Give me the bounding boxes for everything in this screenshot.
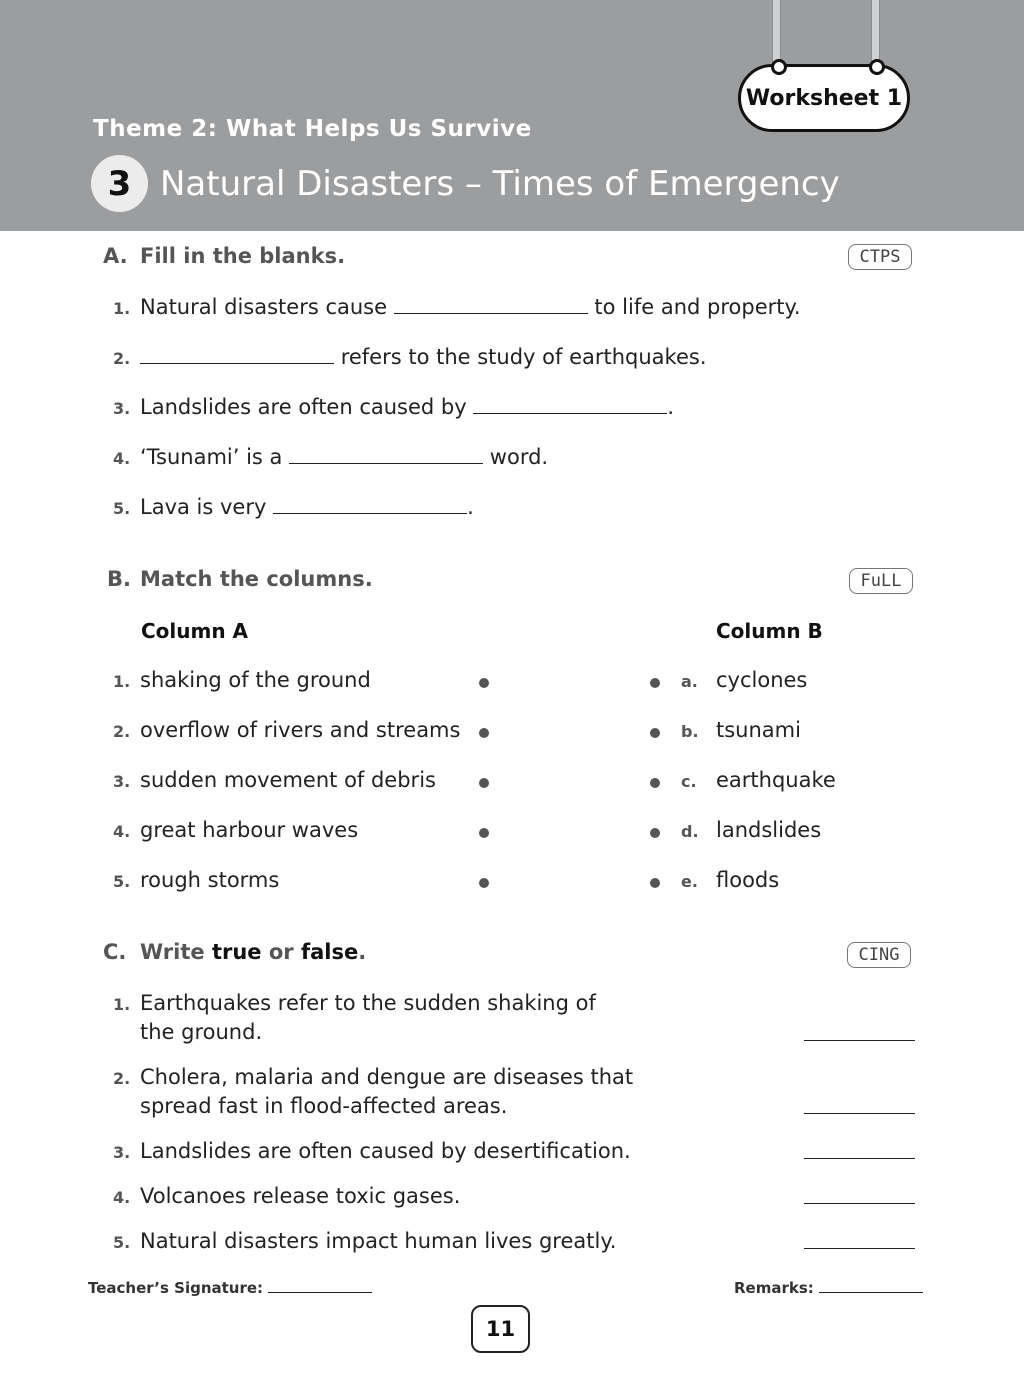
item-text: overflow of rivers and streams	[140, 718, 461, 742]
item-number: 2.	[113, 722, 131, 741]
answer-blank[interactable]	[140, 345, 334, 364]
match-dot-a-1[interactable]	[479, 678, 489, 688]
column-a-item	[113, 818, 358, 842]
item-text: cyclones	[716, 668, 808, 692]
section-c-letter: C.	[103, 940, 127, 964]
column-a-item	[113, 768, 436, 792]
item-number: 5.	[113, 872, 131, 891]
true-false-answer-line[interactable]	[804, 1113, 915, 1114]
item-text-line1: Volcanoes release toxic gases.	[140, 1184, 461, 1208]
item-text-before: ‘Tsunami’ is a	[140, 445, 283, 469]
badge-ring-right	[869, 59, 885, 75]
item-number: 1.	[113, 672, 131, 691]
item-text-after: word.	[489, 445, 549, 469]
section-b-title: Match the columns.	[140, 567, 373, 591]
column-b-item	[681, 818, 821, 842]
item-number: 2.	[113, 349, 131, 368]
column-b-item	[681, 718, 801, 742]
column-a-item	[113, 668, 371, 692]
true-false-item	[113, 1063, 633, 1121]
section-b-letter: B.	[107, 567, 131, 591]
item-text: floods	[716, 868, 780, 892]
fill-blank-item	[113, 395, 674, 419]
section-c-title-prefix: Write	[140, 940, 212, 964]
match-dot-b-a[interactable]	[650, 678, 660, 688]
column-b-item	[681, 668, 807, 692]
item-text-after: .	[467, 495, 474, 519]
item-text-line2: spread fast in flood-affected areas.	[140, 1094, 508, 1118]
column-b-item	[681, 868, 779, 892]
section-c-heading	[103, 940, 366, 964]
match-dot-b-e[interactable]	[650, 878, 660, 888]
item-text: landslides	[716, 818, 822, 842]
item-letter: d.	[681, 822, 699, 841]
column-a-item	[113, 868, 279, 892]
column-b-item	[681, 768, 836, 792]
item-text-line1: Cholera, malaria and dengue are diseases that	[140, 1065, 634, 1089]
answer-blank[interactable]	[394, 295, 588, 314]
item-text-line1: Earthquakes refer to the sudden shaking of	[140, 991, 596, 1015]
fill-blank-item	[113, 295, 801, 319]
match-dot-b-c[interactable]	[650, 778, 660, 788]
match-dot-a-2[interactable]	[479, 728, 489, 738]
item-text-after: .	[667, 395, 675, 419]
match-dot-a-3[interactable]	[479, 778, 489, 788]
item-text-before: Lava is very	[140, 495, 267, 519]
column-a-header: Column A	[141, 619, 249, 643]
true-false-answer-line[interactable]	[804, 1248, 915, 1249]
worksheet-label: Worksheet 1	[745, 85, 903, 111]
answer-blank[interactable]	[473, 395, 667, 414]
section-a-title: Fill in the blanks.	[140, 244, 346, 268]
item-letter: b.	[681, 722, 699, 741]
item-number: 3.	[113, 399, 131, 418]
chapter-title: Natural Disasters – Times of Emergency	[160, 164, 840, 204]
item-text-before: Natural disasters cause	[140, 295, 388, 319]
item-number: 2.	[113, 1069, 131, 1088]
true-false-item	[113, 1182, 460, 1212]
section-a-letter: A.	[103, 244, 128, 268]
item-text-before: Landslides are often caused by	[140, 395, 467, 419]
item-number: 4.	[113, 1188, 131, 1207]
page-header	[0, 0, 1024, 231]
page-number: 11	[471, 1305, 530, 1353]
item-number: 1.	[113, 299, 131, 318]
item-text-line1: Landslides are often caused by desertification.	[140, 1139, 631, 1163]
item-number: 4.	[113, 449, 131, 468]
item-number: 4.	[113, 822, 131, 841]
section-c-skill-tag: CING	[847, 942, 911, 968]
item-text-line2: the ground.	[140, 1020, 263, 1044]
item-number: 1.	[113, 995, 131, 1014]
item-letter: c.	[681, 772, 697, 791]
item-text: rough storms	[140, 868, 280, 892]
section-b-heading	[107, 567, 373, 591]
true-false-item	[113, 989, 596, 1047]
column-a-item	[113, 718, 460, 742]
remarks	[734, 1279, 923, 1297]
chapter-number: 3	[91, 155, 148, 212]
true-false-answer-line[interactable]	[804, 1158, 915, 1159]
item-text-after: refers to the study of earthquakes.	[340, 345, 707, 369]
column-b-header: Column B	[716, 619, 823, 643]
teacher-signature-line[interactable]	[268, 1280, 372, 1293]
match-dot-a-4[interactable]	[479, 828, 489, 838]
item-letter: e.	[681, 872, 698, 891]
item-text: tsunami	[716, 718, 801, 742]
section-c-title-true: true	[211, 940, 262, 964]
answer-blank[interactable]	[273, 495, 467, 514]
badge-ring-left	[771, 59, 787, 75]
remarks-line[interactable]	[819, 1280, 923, 1293]
item-number: 5.	[113, 499, 131, 518]
match-dot-a-5[interactable]	[479, 878, 489, 888]
true-false-answer-line[interactable]	[804, 1040, 915, 1041]
true-false-item	[113, 1137, 631, 1167]
item-number: 3.	[113, 772, 131, 791]
item-text: earthquake	[716, 768, 836, 792]
section-a-heading	[103, 244, 345, 268]
item-text-line1: Natural disasters impact human lives greatly.	[140, 1229, 617, 1253]
item-letter: a.	[681, 672, 698, 691]
item-text: great harbour waves	[140, 818, 359, 842]
section-c-title-suffix: .	[358, 940, 367, 964]
item-text: sudden movement of debris	[140, 768, 436, 792]
item-text-after: to life and property.	[594, 295, 801, 319]
section-a-skill-tag: CTPS	[848, 244, 912, 270]
true-false-item	[113, 1227, 616, 1257]
item-text: shaking of the ground	[140, 668, 371, 692]
match-dot-b-d[interactable]	[650, 828, 660, 838]
fill-blank-item	[113, 345, 707, 369]
item-number: 5.	[113, 1233, 131, 1252]
teacher-signature	[88, 1279, 372, 1297]
answer-blank[interactable]	[289, 445, 483, 464]
theme-title: Theme 2: What Helps Us Survive	[93, 116, 532, 142]
remarks-label: Remarks:	[734, 1279, 814, 1297]
section-c-title-mid: or	[261, 940, 301, 964]
item-number: 3.	[113, 1143, 131, 1162]
worksheet-badge	[738, 64, 910, 132]
section-c-title-false: false	[300, 940, 359, 964]
match-dot-b-b[interactable]	[650, 728, 660, 738]
fill-blank-item	[113, 445, 548, 469]
fill-blank-item	[113, 495, 474, 519]
teacher-signature-label: Teacher’s Signature:	[88, 1279, 264, 1297]
true-false-answer-line[interactable]	[804, 1203, 915, 1204]
section-b-skill-tag: FuLL	[849, 568, 913, 594]
